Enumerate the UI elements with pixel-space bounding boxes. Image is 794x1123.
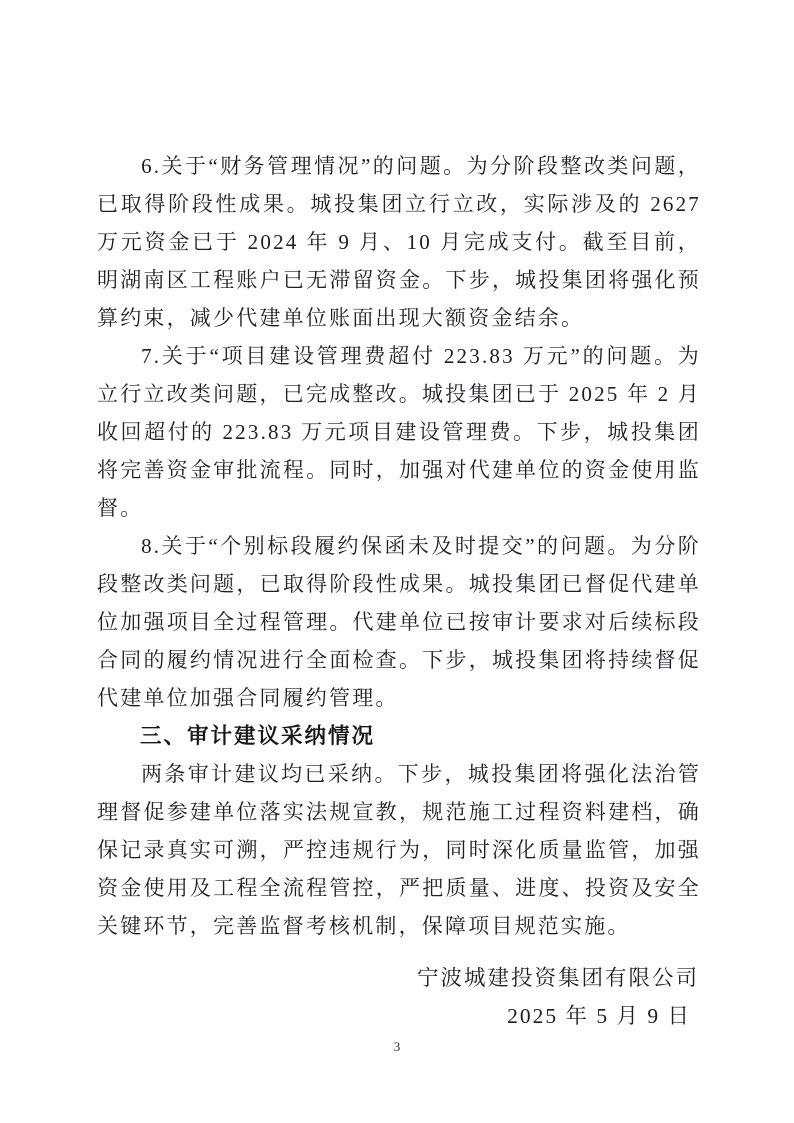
page-number: 3: [393, 1039, 401, 1054]
paragraph-item-8-performance-guarantee: 8.关于“个别标段履约保函未及时提交”的问题。为分阶段整改类问题，已取得阶段性成果。城投集团已督促代建单位加强项目全过程管理。代建单位已按审计要求对后续标段合同的履约情况进行全面检查。下步，城投集团将持续督促代建单位加强合同履约管理。: [97, 534, 701, 710]
paragraph-item-7-management-fee-overpayment: 7.关于“项目建设管理费超付 223.83 万元”的问题。为立行立改类问题，已完成整改。城投集团已于 2025 年 2 月收回超付的 223.83 万元项目建设管理费。下步，城投集团将完善资金审批流程。同时，加强对代建单位的资金使用监督。: [97, 344, 701, 520]
section-heading-audit-suggestion-adoption: 三、审计建议采纳情况: [140, 724, 376, 748]
document-body: [97, 147, 701, 1035]
paragraph-audit-suggestion-adoption: 两条审计建议均已采纳。下步，城投集团将强化法治管理督促参建单位落实法规宣教，规范施工过程资料建档，确保记录真实可溯，严控违规行为，同时深化质量监管，加强资金使用及工程全流程管控，严把质量、进度、投资及安全关键环节，完善监督考核机制，保障项目规范实施。: [97, 762, 701, 938]
signature-date: 2025 年 5 月 9 日: [507, 1004, 691, 1028]
signature-company-name: 宁波城建投资集团有限公司: [416, 966, 699, 990]
paragraph-item-6-finance-management: 6.关于“财务管理情况”的问题。为分阶段整改类问题，已取得阶段性成果。城投集团立行立改，实际涉及的 2627 万元资金已于 2024 年 9 月、10 月完成支付。截至目前，明湖南区工程账户已无滞留资金。下步，城投集团将强化预算约束，减少代建单位账面出现大额资金结余。: [97, 154, 701, 330]
signature-block: [97, 959, 701, 1035]
